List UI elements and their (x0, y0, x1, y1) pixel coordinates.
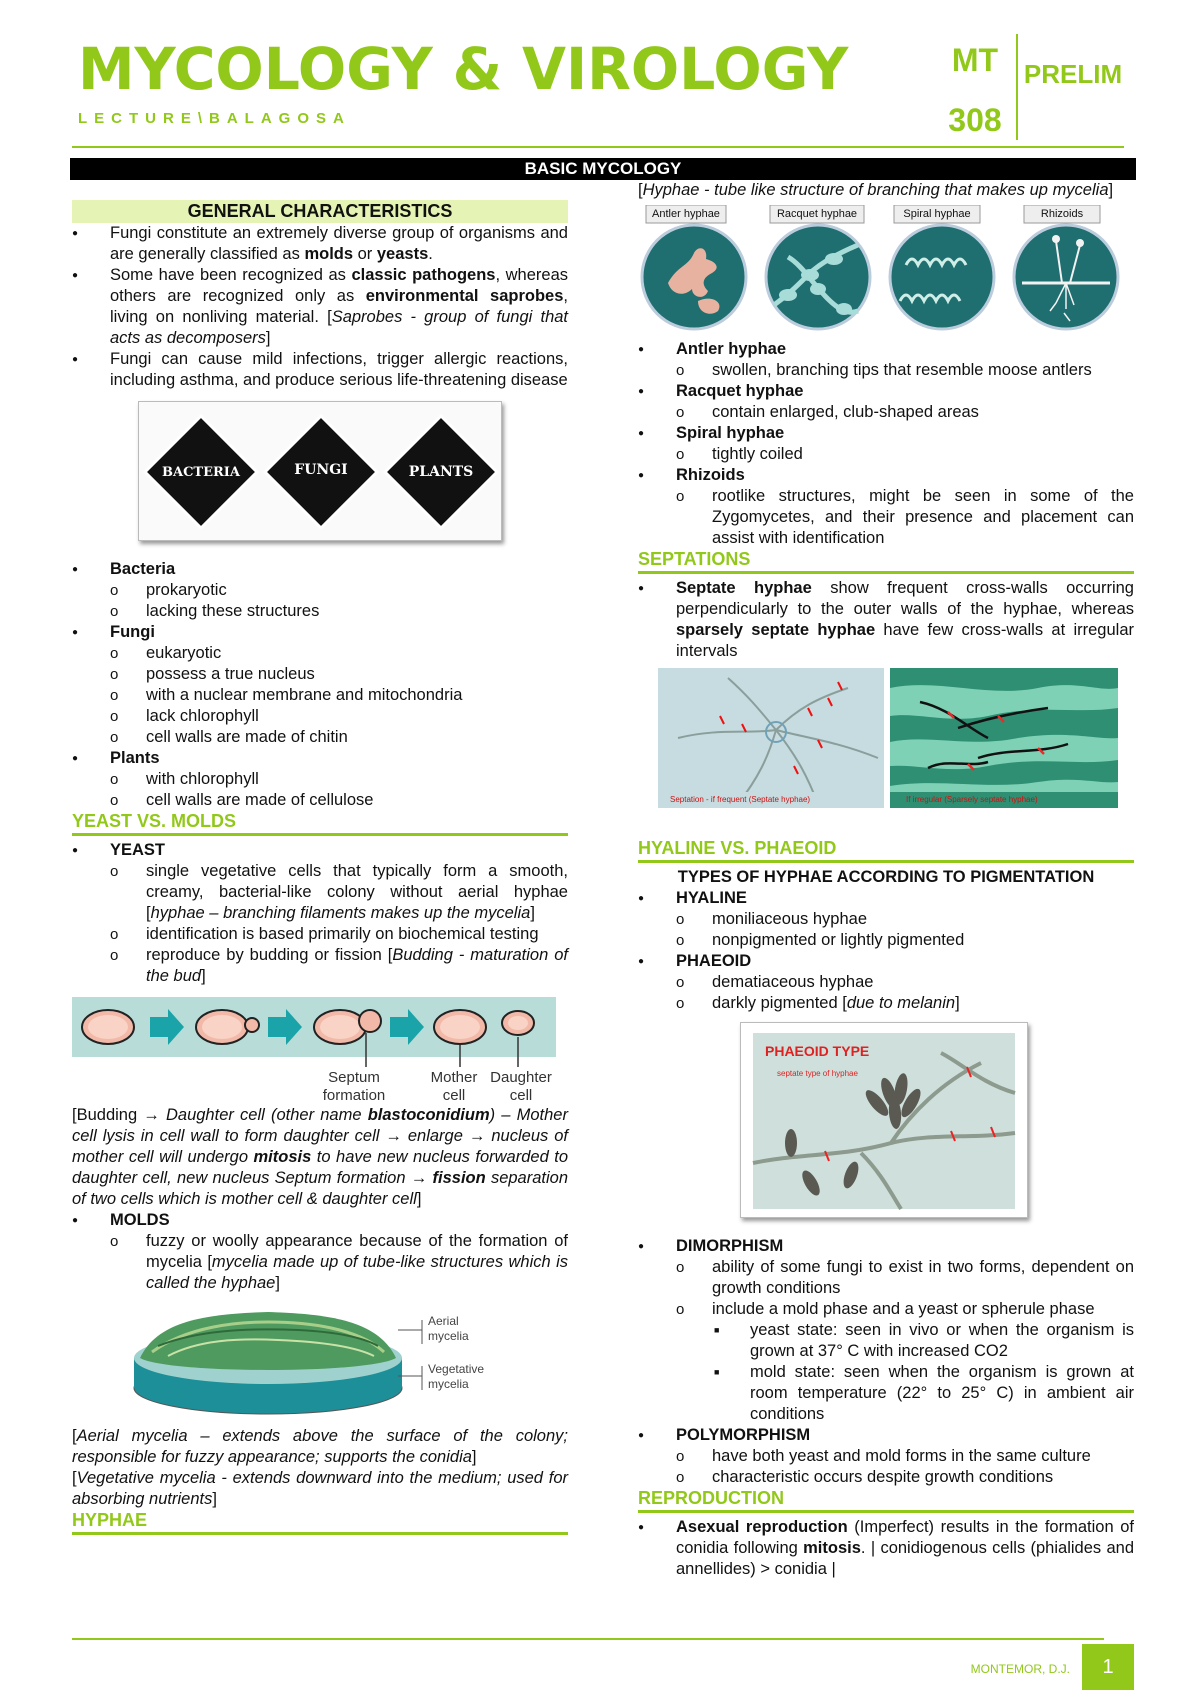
bacteria-sublist (110, 580, 568, 622)
molds-sublist (110, 1231, 568, 1294)
list-item: o include a mold phase and a yeast or spherule phase ■ yeast state: seen in vivo or when the organism is grown at 37° C with increased CO2 ■ mold state: seen when the organism is grown at room temperature (22° to 25° C) in ambient air conditions (676, 1299, 1134, 1425)
list-item: o with a nuclear membrane and mitochondria (110, 685, 568, 706)
list-item: o contain enlarged, club-shaped areas (676, 402, 1134, 423)
budding-note: [Budding → Daughter cell (other name blastoconidium) – Mother cell lysis in cell wall to form daughter cell → enlarge → nucleus of mother cell will undergo mitosis to have new nucleus forwarded to daughter cell, new nucleus Septum formation → fission separation of two cells which is mother cell & daughter cell] (72, 1106, 569, 1208)
pigmentation-subheading: TYPES OF HYPHAE ACCORDING TO PIGMENTATION (677, 868, 1095, 886)
hyphae-types-figure (638, 205, 1134, 333)
list-item: o cell walls are made of cellulose (110, 790, 568, 811)
hyphae-types-svg (638, 205, 1134, 333)
list-item: ● POLYMORPHISM o have both yeast and mold forms in the same culture o characteristic occurs despite growth conditions (638, 1425, 1134, 1488)
list-item: ● Racquet hyphae o contain enlarged, club-shaped areas (638, 381, 1134, 423)
list-item: ● MOLDS o fuzzy or woolly appearance because of the formation of mycelia [mycelia made up of tube-like structures which is called the hyphae] (72, 1210, 568, 1294)
list-item: ● Fungi constitute an extremely diverse group of organisms and are generally classified as molds or yeasts. (72, 223, 568, 265)
list-item: ● Fungi o eukaryotic o possess a true nucleus o with a nuclear membrane and mitochondria o lack chlorophyll o cell walls are made of chitin (72, 622, 568, 748)
list-item: o nonpigmented or lightly pigmented (676, 930, 1134, 951)
svg-text:BACTERIA: BACTERIA (162, 465, 240, 480)
kingdom-diamonds-figure (138, 401, 502, 541)
racquet-hyphae-image-label: Racquet hyphae (776, 208, 858, 220)
vegetative-mycelia-label: Vegetative mycelia (428, 1362, 485, 1391)
list-item: ● Fungi can cause mild infections, trigger allergic reactions, including asthma, and produce serious life-threatening disease (72, 349, 568, 391)
septum-formation-label: Septum formation (322, 1069, 386, 1104)
molds-list (72, 1210, 568, 1294)
list-item: o have both yeast and mold forms in the same culture (676, 1446, 1134, 1467)
document-title: MYCOLOGY & VIROLOGY (78, 35, 849, 103)
list-item: ● Bacteria o prokaryotic o lacking these structures (72, 559, 568, 622)
list-item: ● PHAEOID o dematiaceous hyphae o darkly pigmented [due to melanin] (638, 951, 1134, 1014)
list-item: ● YEAST o single vegetative cells that typically form a smooth, creamy, bacterial-like colony without aerial hyphae [hyphae – branching filaments makes up the mycelia] o identification is based primarily on biochemical testing o reproduce by budding or fission [Budding - maturation of the bud] (72, 840, 568, 987)
list-item: o characteristic occurs despite growth conditions (676, 1467, 1134, 1488)
footer-rule (72, 1638, 1104, 1640)
svg-text:PLANTS: PLANTS (408, 464, 474, 480)
list-item: o dematiaceous hyphae (676, 972, 1134, 993)
list-item: o prokaryotic (110, 580, 568, 601)
list-item: o swollen, branching tips that resemble moose antlers (676, 360, 1134, 381)
mycelia-figure (128, 1300, 508, 1420)
list-item: o fuzzy or woolly appearance because of the formation of mycelia [mycelia made up of tube-like structures which is called the hyphae] (110, 1231, 568, 1294)
rhizoids-image-label: Rhizoids (1040, 208, 1084, 220)
reproduction-list (638, 1517, 1134, 1580)
right-column (638, 180, 1134, 1580)
list-item: o with chlorophyll (110, 769, 568, 790)
list-item: o darkly pigmented [due to melanin] (676, 993, 1134, 1014)
list-item: ● Septate hyphae show frequent cross-walls occurring perpendicularly to the outer walls of the hyphae, whereas sparsely septate hyphae have few cross-walls at irregular intervals (638, 578, 1134, 662)
septate-caption: Septation - if frequent (Septate hyphae) (670, 795, 811, 804)
list-item: o tightly coiled (676, 444, 1134, 465)
list-item: ● Asexual reproduction (Imperfect) results in the formation of conidia following mitosis. | conidiogenous cells (phialides and annellides) > conidia | (638, 1517, 1134, 1580)
reproduction-heading: REPRODUCTION (638, 1488, 1134, 1513)
plants-sublist (110, 769, 568, 811)
left-column (72, 180, 568, 1539)
document-subtitle: LECTURE\BALAGOSA (78, 110, 351, 127)
general-characteristics-heading: GENERAL CHARACTERISTICS (72, 200, 568, 223)
diamond-fungi (265, 416, 377, 528)
page-number: 1 (1082, 1644, 1134, 1690)
sparsely-septate-caption: If irregular (Sparsely septate hyphae) (906, 795, 1038, 804)
phaeoid-image-title: PHAEOID TYPE (765, 1043, 870, 1059)
header-rule (72, 146, 1124, 148)
list-item: ● Spiral hyphae o tightly coiled (638, 423, 1134, 465)
general-characteristics-list (72, 223, 568, 391)
phaeoid-figure (740, 1022, 1028, 1218)
list-item: ● Some have been recognized as classic pathogens, whereas others are recognized only as environmental saprobes, living on nonliving material. [Saprobes - group of fungi that acts as decomposers] (72, 265, 568, 349)
svg-text:FUNGI: FUNGI (294, 462, 348, 478)
mother-cell-label: Mother cell (430, 1069, 478, 1104)
list-item: o cell walls are made of chitin (110, 727, 568, 748)
yeast-sublist (110, 861, 568, 987)
hyphae-types-list (638, 339, 1134, 549)
course-code (945, 30, 1005, 150)
morphism-list (638, 1236, 1134, 1488)
section-bar: BASIC MYCOLOGY (70, 158, 1136, 180)
list-item: ■ mold state: seen when the organism is grown at room temperature (22° to 25° C) in ambient air conditions (712, 1362, 1134, 1425)
hyphae-heading: HYPHAE (72, 1510, 568, 1535)
antler-hyphae-image-label: Antler hyphae (652, 208, 720, 220)
list-item: o possess a true nucleus (110, 664, 568, 685)
list-item: o eukaryotic (110, 643, 568, 664)
diamonds-svg (139, 402, 503, 542)
list-item: o lack chlorophyll (110, 706, 568, 727)
septations-list (638, 578, 1134, 662)
hyphae-definition: [Hyphae - tube like structure of branching that makes up mycelia] (638, 181, 1114, 199)
list-item: o identification is based primarily on biochemical testing (110, 924, 568, 945)
daughter-cell-label: Daughter cell (490, 1069, 552, 1104)
list-item: ● Antler hyphae o swollen, branching tips that resemble moose antlers (638, 339, 1134, 381)
septations-heading: SEPTATIONS (638, 549, 1134, 574)
vegetative-mycelia-note: [Vegetative mycelia - extends downward into the medium; used for absorbing nutrients] (72, 1469, 568, 1508)
budding-figure (72, 997, 556, 1103)
septation-svg (658, 668, 1118, 808)
list-item: o ability of some fungi to exist in two forms, dependent on growth conditions (676, 1257, 1134, 1299)
course-code-line1: MT (951, 42, 999, 78)
septation-photos (658, 668, 1118, 808)
yeast-vs-molds-heading: YEAST VS. MOLDS (72, 811, 568, 836)
hyaline-vs-phaeoid-heading: HYALINE VS. PHAEOID (638, 838, 1134, 863)
list-item: ■ yeast state: seen in vivo or when the organism is grown at 37° C with increased CO2 (712, 1320, 1134, 1362)
pigmentation-list (638, 888, 1134, 1014)
list-item: ● Rhizoids o rootlike structures, might be seen in some of the Zygomycetes, and their presence and placement can assist with identification (638, 465, 1134, 549)
spiral-hyphae-image-label: Spiral hyphae (903, 208, 971, 220)
kingdoms-list (72, 559, 568, 811)
list-item: o lacking these structures (110, 601, 568, 622)
list-item: ● HYALINE o moniliaceous hyphae o nonpigmented or lightly pigmented (638, 888, 1134, 951)
aerial-mycelia-note: [Aerial mycelia – extends above the surface of the colony; responsible for fuzzy appearance; supports the conidia] (72, 1427, 568, 1466)
diamond-bacteria (145, 416, 257, 528)
list-item: ● DIMORPHISM o ability of some fungi to exist in two forms, dependent on growth conditions o include a mold phase and a yeast or spherule phase ■ yeast state: seen in vivo or when the organism is grown at 37° C with increased CO2 ■ mold state: seen when the organism is grown at room temperature (22° to 25° C) in ambient air conditions (638, 1236, 1134, 1425)
list-item: ● Plants o with chlorophyll o cell walls are made of cellulose (72, 748, 568, 811)
term-label: PRELIM (1023, 59, 1123, 89)
phaeoid-image-subtitle: septate type of hyphae (777, 1069, 858, 1078)
list-item: o single vegetative cells that typically form a smooth, creamy, bacterial-like colony without aerial hyphae [hyphae – branching filaments makes up the mycelia] (110, 861, 568, 924)
footer-author: MONTEMOR, D.J. (970, 1662, 1070, 1676)
yeast-list (72, 840, 568, 987)
list-item: o moniliaceous hyphae (676, 909, 1134, 930)
course-code-line2: 308 (948, 102, 1002, 138)
fungi-sublist (110, 643, 568, 748)
header-divider (1016, 34, 1018, 140)
list-item: o reproduce by budding or fission [Budding - maturation of the bud] (110, 945, 568, 987)
diamond-plants (385, 416, 497, 528)
aerial-mycelia-label: Aerial mycelia (428, 1314, 469, 1343)
list-item: o rootlike structures, might be seen in some of the Zygomycetes, and their presence and placement can assist with identification (676, 486, 1134, 549)
